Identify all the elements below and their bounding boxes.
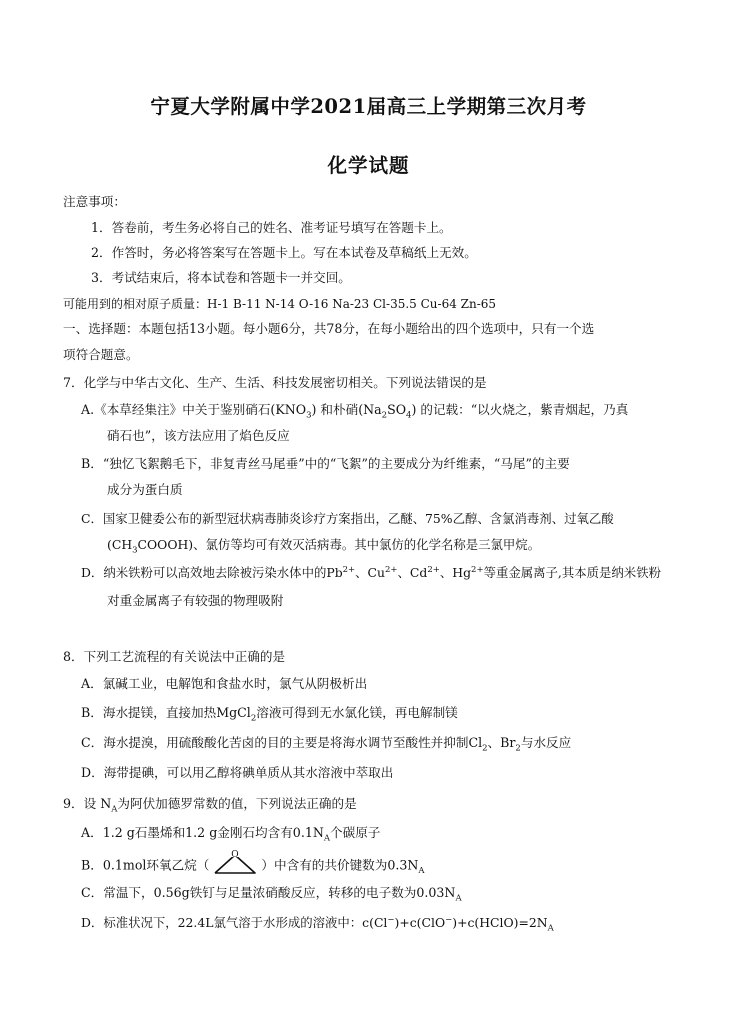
epoxyethane-structure-icon	[209, 850, 261, 876]
atomic-masses: 可能用到的相对原子质量：H-1 B-11 N-14 O-16 Na-23 Cl-35.5 Cu-64 Zn-65	[63, 297, 497, 311]
q9-option-d: D．标准状况下，22.4L氯气溶于水形成的溶液中：$c(Cl^-)+c(ClO^-)+c(HClO)=2N_A$	[81, 914, 554, 934]
q8-stem: 8．下列工艺流程的有关说法中正确的是	[63, 649, 286, 664]
notice-item-3: 3．考试结束后，将本试卷和答题卡一并交回。	[91, 270, 351, 285]
q9-option-a: A．1.2 g石墨烯和1.2 g金刚石均含有$0.1N_A$个碳原子	[81, 825, 381, 844]
q9-option-c: C．常温下，0.56g铁钉与足量浓硝酸反应，转移的电子数为$0.03N_A$	[81, 885, 462, 904]
q7-option-d: D．纳米铁粉可以高效地去除被污染水体中的$Pb^{2+}$、$Cu^{2+}$、$Cd^{2+}$、$Hg^{2+}$等重金属离子,其本质是纳米铁粉	[81, 564, 661, 580]
q8-option-b: B．海水提镁，直接加热MgCl$_2$溶液可得到无水氯化镁，再电解制镁	[81, 705, 458, 724]
notice-heading: 注意事项：	[63, 194, 126, 209]
subject-title: 化学试题	[327, 154, 410, 177]
section-instructions-line-2: 项符合题意。	[63, 347, 139, 362]
exam-title: 宁夏大学附属中学2021届高三上学期第三次月考	[150, 95, 587, 118]
notice-item-1: 1．答卷前，考生务必将自己的姓名、准考证号填写在答题卡上。	[91, 220, 452, 235]
q7-option-b-line-2: 成分为蛋白质	[107, 482, 183, 497]
q7-option-c: C．国家卫健委公布的新型冠状病毒肺炎诊疗方案指出，乙醚、75%乙醇、含氯消毒剂、过氧乙酸	[81, 511, 614, 526]
molecule-oxygen-label: O	[231, 850, 240, 860]
q7-option-c-line-2: $(CH_3COOOH)$、氯仿等均可有效灭活病毒。其中氯仿的化学名称是三氯甲烷。	[107, 537, 541, 556]
notice-item-2: 2．作答时，务必将答案写在答题卡上。写在本试卷及草稿纸上无效。	[91, 245, 477, 260]
q7-stem: 7．化学与中华古文化、生产、生活、科技发展密切相关。下列说法错误的是	[63, 375, 487, 390]
q8-option-c: C．海水提溴，用硫酸酸化苦卤的目的主要是将海水调节至酸性并抑制$Cl_2$、$Br_2$与水反应	[81, 735, 572, 754]
q9-stem: 9．设 $N_A$为阿伏加德罗常数的值，下列说法正确的是	[63, 796, 357, 815]
q8-option-a: A．氯碱工业，电解饱和食盐水时，氯气从阴极析出	[81, 676, 368, 691]
q9-option-b: B．0.1mol环氧乙烷（ O ）中含有的共价键数为$0.3N_A$	[81, 850, 425, 877]
q8-option-d: D．海带提碘，可以用乙醇将碘单质从其水溶液中萃取出	[81, 765, 394, 780]
q7-option-d-line-2: 对重金属离子有较强的物理吸附	[107, 593, 284, 608]
section-instructions-line-1: 一、选择题：本题包括13小题。每小题6分，共78分，在每小题给出的四个选项中，只有一个选	[63, 321, 595, 336]
q7-option-b: B．“独忆飞絮鹅毛下，非复青丝马尾垂”中的“飞絮”的主要成分为纤维素，“马尾”的主要	[81, 456, 570, 471]
q7-option-a: A.《本草经集注》中关于鉴别硝石$(KNO_3)$ 和朴硝$(Na_2SO_4)$ 的记载：“以火烧之，紫青烟起，乃真	[81, 402, 629, 421]
q7-option-a-line-2: 硝石也”，该方法应用了焰色反应	[107, 428, 290, 443]
